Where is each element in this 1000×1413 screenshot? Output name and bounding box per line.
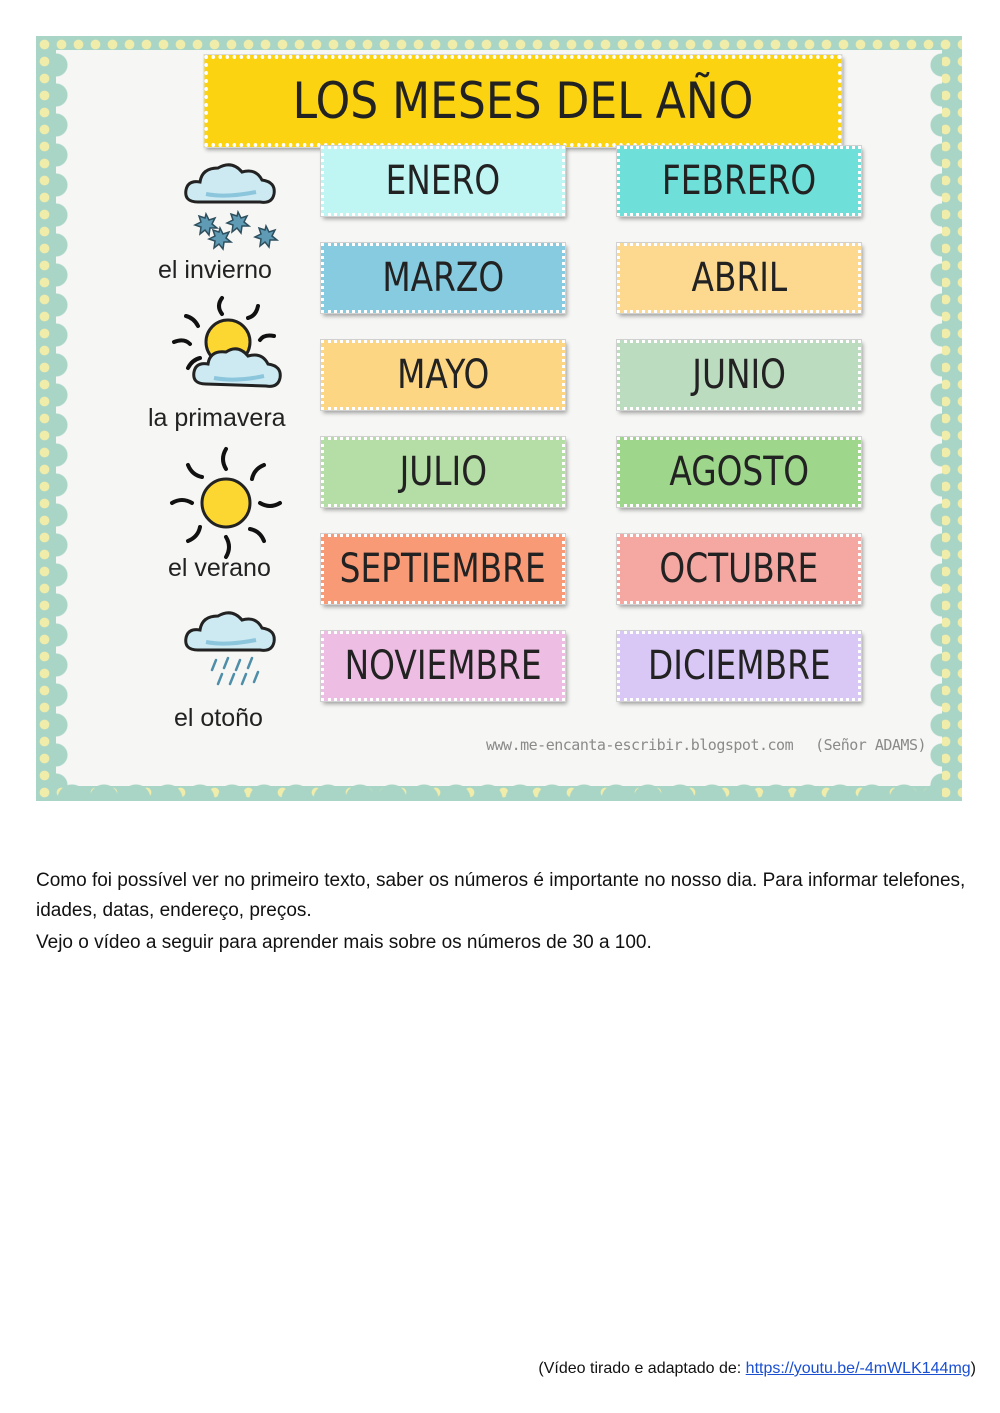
month-card-abril: ABRIL	[617, 243, 861, 313]
months-poster	[36, 36, 962, 801]
video-source-note	[538, 1360, 976, 1378]
month-card-junio: JUNIO	[617, 340, 861, 410]
paragraph-numbers-intro: Como foi possível ver no primeiro texto, saber os números é importante no nosso dia. Para informar telefones, idades, datas, endereço, preços.	[36, 870, 966, 921]
wave-border-bottom	[56, 767, 942, 799]
paragraph-video-instruction: Vejo o vídeo a seguir para aprender mais sobre os números de 30 a 100.	[36, 932, 652, 953]
snow-cloud-icon	[176, 154, 288, 254]
season-label-winter: el invierno	[158, 256, 272, 284]
month-card-enero: ENERO	[321, 146, 565, 216]
month-card-diciembre: DICIEMBRE	[617, 631, 861, 701]
sun-icon	[168, 445, 284, 561]
season-label-spring: la primavera	[148, 404, 286, 432]
month-card-agosto: AGOSTO	[617, 437, 861, 507]
month-card-octubre: OCTUBRE	[617, 534, 861, 604]
month-card-febrero: FEBRERO	[617, 146, 861, 216]
month-card-mayo: MAYO	[321, 340, 565, 410]
month-card-noviembre: NOVIEMBRE	[321, 631, 565, 701]
wave-border-right	[928, 50, 942, 786]
month-card-marzo: MARZO	[321, 243, 565, 313]
poster-title: LOS MESES DEL AÑO	[204, 55, 841, 147]
poster-board	[56, 50, 942, 786]
sun-cloud-icon	[166, 292, 292, 404]
youtube-link[interactable]: https://youtu.be/-4mWLK144mg	[745, 1360, 971, 1377]
credit-url: www.me-encanta-escribir.blogspot.com	[486, 736, 794, 754]
wave-border-left	[56, 50, 70, 786]
season-label-autumn: el otoño	[174, 704, 263, 732]
source-prefix: (Vídeo tirado e adaptado de:	[538, 1360, 746, 1377]
month-card-julio: JULIO	[321, 437, 565, 507]
season-label-summer: el verano	[168, 554, 271, 582]
rain-cloud-icon	[176, 602, 288, 694]
credit-author: (Señor ADAMS)	[815, 736, 927, 754]
poster-credit	[486, 736, 926, 754]
month-card-septiembre: SEPTIEMBRE	[321, 534, 565, 604]
source-suffix: )	[970, 1360, 976, 1377]
